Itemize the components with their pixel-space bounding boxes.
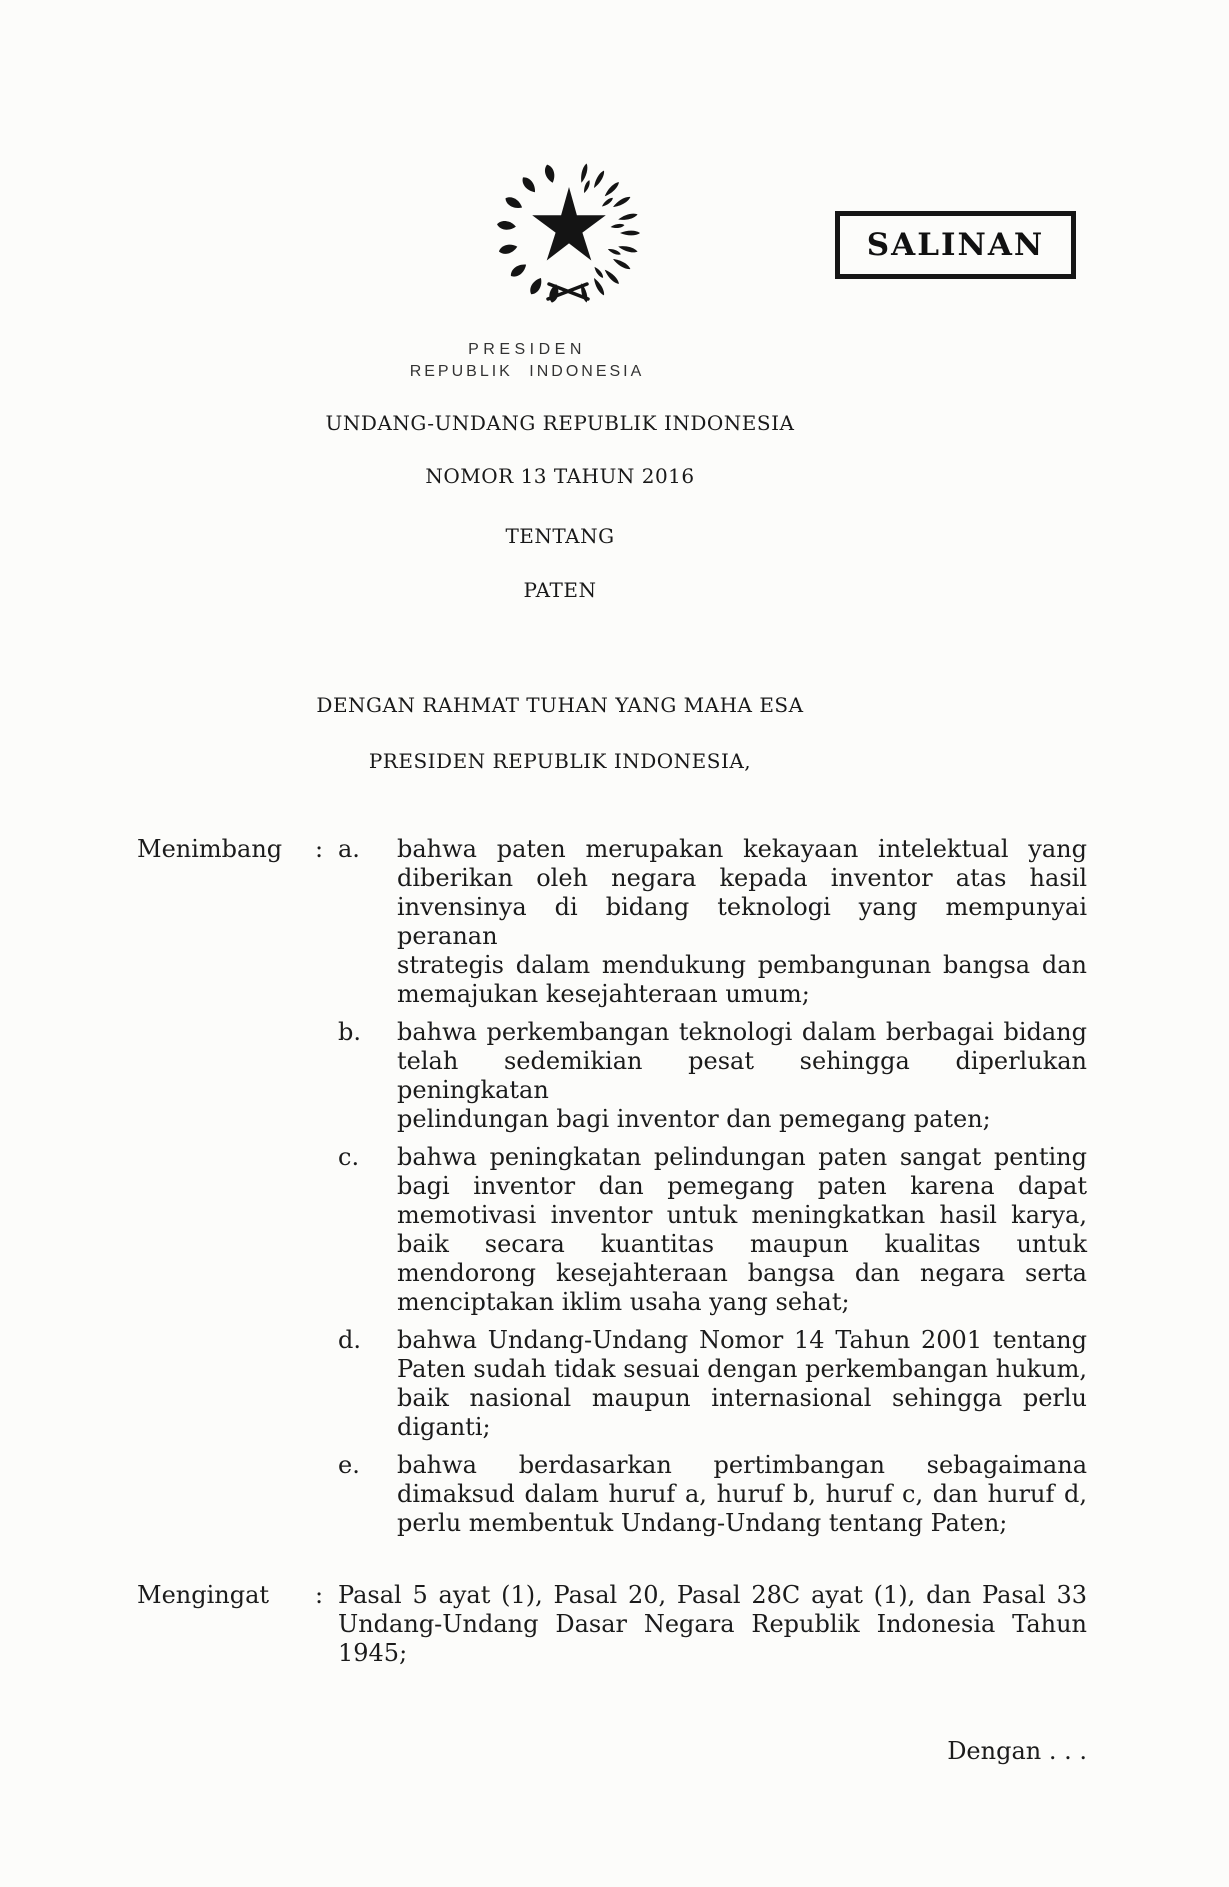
section-mengingat: [137, 1581, 1087, 1668]
item-text: bahwa perkembangan teknologi dalam berbagai bidang telah sedemikian pesat sehingga diperlukan peningkatan pelindungan bagi inventor dan pemegang paten;: [397, 1018, 1087, 1133]
list-item: [338, 1451, 1087, 1538]
letterhead: [127, 340, 927, 382]
menimbang-label: Menimbang: [137, 835, 283, 863]
item-text: bahwa paten merupakan kekayaan intelektual yang diberikan oleh negara kepada inventor atas hasil invensinya di bidang teknologi yang mempunyai peranan strategis dalam mendukung pembangunan bangsa dan memajukan kesejahteraan umum;: [397, 835, 1087, 1008]
list-item: [338, 835, 1087, 1009]
body-sections: [137, 835, 1087, 1668]
item-text: bahwa Undang-Undang Nomor 14 Tahun 2001 tentang Paten sudah tidak sesuai dengan perkembangan hukum, baik nasional maupun internasional sehingga perlu diganti;: [397, 1326, 1087, 1441]
menimbang-items: [338, 835, 1087, 1538]
list-item: [338, 1018, 1087, 1134]
law-subject-line: PATEN: [523, 578, 597, 602]
mengingat-text: Pasal 5 ayat (1), Pasal 20, Pasal 28C ayat (1), dan Pasal 33 Undang-Undang Dasar Negara Republik Indonesia Tahun 1945;: [338, 1581, 1087, 1667]
letterhead-republik-indonesia: REPUBLIK INDONESIA: [409, 363, 645, 380]
letterhead-presiden: PRESIDEN: [468, 341, 586, 358]
item-text: bahwa peningkatan pelindungan paten sangat penting bagi inventor dan pemegang paten karena dapat memotivasi inventor untuk meningkatkan hasil karya, baik secara kuantitas maupun kualitas untuk mendorong kesejahteraan bangsa dan negara serta menciptakan iklim usaha yang sehat;: [397, 1143, 1087, 1316]
mengingat-label: Mengingat: [137, 1581, 270, 1609]
preamble: [140, 692, 980, 774]
item-letter: c.: [338, 1143, 360, 1171]
list-item: [338, 1326, 1087, 1442]
law-number-line: NOMOR 13 TAHUN 2016: [425, 464, 695, 488]
item-text: bahwa berdasarkan pertimbangan sebagaimana dimaksud dalam huruf a, huruf b, huruf c, dan huruf d, perlu membentuk Undang-Undang tentang Paten;: [397, 1451, 1087, 1537]
law-title: [140, 410, 980, 603]
item-letter: d.: [338, 1326, 361, 1354]
salinan-stamp: [835, 211, 1076, 279]
item-letter: b.: [338, 1018, 361, 1046]
catchword: Dengan . . .: [947, 1737, 1087, 1765]
salinan-stamp-label: SALINAN: [866, 227, 1045, 263]
section-menimbang: [137, 835, 1087, 1538]
preamble-grace-line: DENGAN RAHMAT TUHAN YANG MAHA ESA: [316, 693, 804, 717]
law-tentang-line: TENTANG: [505, 524, 615, 548]
presidential-star-wreath-seal-icon: [492, 156, 644, 312]
preamble-president-line: PRESIDEN REPUBLIK INDONESIA,: [368, 749, 752, 773]
item-letter: a.: [338, 835, 360, 863]
item-letter: e.: [338, 1451, 360, 1479]
menimbang-colon: :: [315, 835, 324, 863]
list-item: [338, 1143, 1087, 1317]
mengingat-colon: :: [315, 1581, 324, 1609]
law-title-line: UNDANG-UNDANG REPUBLIK INDONESIA: [325, 411, 795, 435]
